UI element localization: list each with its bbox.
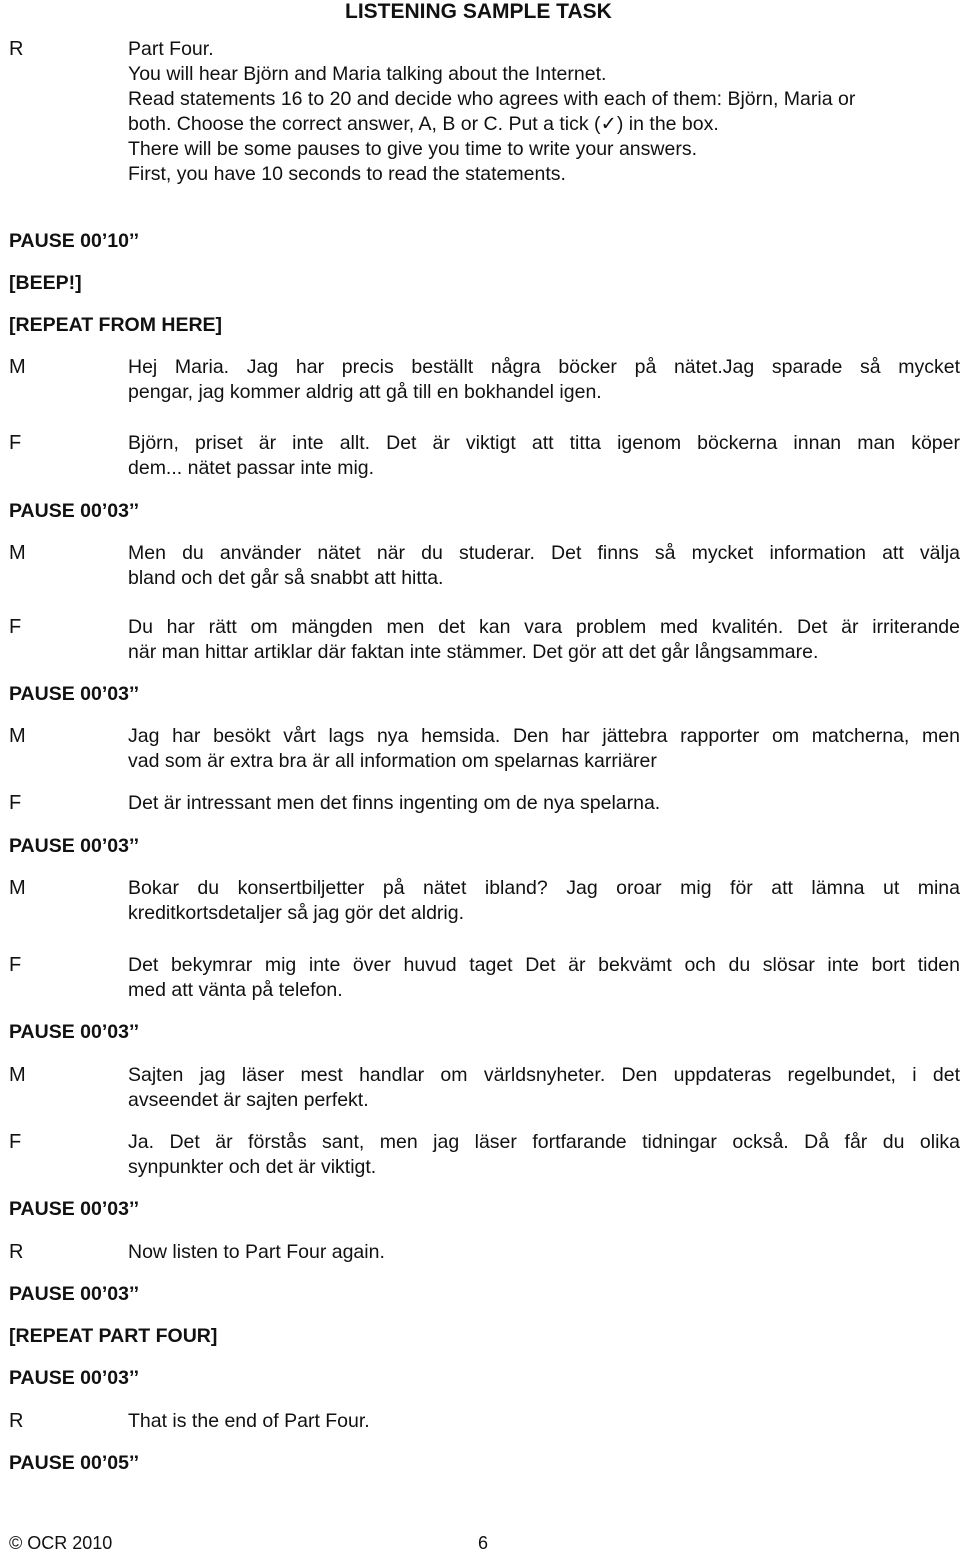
speaker-label-f: F: [9, 792, 22, 814]
speaker-label-f: F: [9, 954, 22, 976]
dialogue-text: Björn, priset är inte allt. Det är viktigt att titta igenom böckerna innan man köper: [128, 432, 960, 454]
dialogue-line: [128, 724, 960, 774]
dialogue-text: Hej Maria. Jag har precis beställt några böcker på nätet.Jag sparade så mycket: [128, 356, 960, 378]
dialogue-line: [128, 953, 960, 1003]
dialogue-text: Bokar du konsertbiljetter på nätet ibland? Jag oroar mig för att lämna ut mina: [128, 877, 960, 899]
dialogue-line: [128, 615, 960, 665]
speaker-label-r: R: [9, 38, 24, 60]
dialogue-text: pengar, jag kommer aldrig att gå till en bokhandel igen.: [128, 381, 602, 403]
speaker-label-f: F: [9, 432, 22, 454]
repeat-part-four-cue: [REPEAT PART FOUR]: [9, 1325, 218, 1347]
dialogue-text: bland och det går så snabbt att hitta.: [128, 567, 444, 589]
dialogue-line: [128, 541, 960, 591]
speaker-label-r: R: [9, 1410, 24, 1432]
dialogue-line: [128, 876, 960, 926]
dialogue-text: Men du använder nätet när du studerar. Det finns så mycket information att välja: [128, 542, 960, 564]
pause-cue: PAUSE 00’03’’: [9, 1283, 140, 1305]
dialogue-text: Det är intressant men det finns ingenting om de nya spelarna.: [128, 792, 661, 814]
dialogue-text: med att vänta på telefon.: [128, 979, 343, 1001]
dialogue-line: [128, 1130, 960, 1180]
speaker-label-f: F: [9, 616, 22, 638]
pause-cue: PAUSE 00’03’’: [9, 1367, 140, 1389]
dialogue-line: [128, 355, 960, 405]
intro-line: There will be some pauses to give you time to write your answers.: [128, 138, 697, 160]
pause-cue: PAUSE 00’05’’: [9, 1452, 140, 1474]
speaker-label-r: R: [9, 1241, 24, 1263]
pause-cue: PAUSE 00’03’’: [9, 1021, 140, 1043]
pause-cue: PAUSE 00’03’’: [9, 683, 140, 705]
beep-cue: [BEEP!]: [9, 272, 82, 294]
speaker-label-m: M: [9, 877, 26, 899]
intro-line: Read statements 16 to 20 and decide who agrees with each of them: Björn, Maria or: [128, 88, 856, 110]
speaker-label-m: M: [9, 725, 26, 747]
intro-line: Part Four.: [128, 38, 214, 60]
dialogue-text: dem... nätet passar inte mig.: [128, 457, 375, 479]
pause-cue: PAUSE 00’03’’: [9, 835, 140, 857]
dialogue-text: vad som är extra bra är all information om spelarnas karriärer: [128, 750, 657, 772]
speaker-label-m: M: [9, 542, 26, 564]
dialogue-text: Ja. Det är förstås sant, men jag läser fortfarande tidningar också. Då får du olika: [128, 1131, 960, 1153]
dialogue-text: kreditkortsdetaljer så jag gör det aldrig.: [128, 902, 465, 924]
intro-line: both. Choose the correct answer, A, B or C. Put a tick (✓) in the box.: [128, 113, 719, 135]
dialogue-line: [128, 431, 960, 481]
dialogue-text: när man hittar artiklar där faktan inte stämmer. Det gör att det går långsammare.: [128, 641, 819, 663]
dialogue-text: Du har rätt om mängden men det kan vara problem med kvalitén. Det är irriterande: [128, 616, 960, 638]
copyright-notice: © OCR 2010: [9, 1533, 113, 1553]
pause-cue: PAUSE 00’03’’: [9, 1198, 140, 1220]
intro-line: First, you have 10 seconds to read the statements.: [128, 163, 566, 185]
dialogue-line: [128, 1063, 960, 1113]
page-heading: LISTENING SAMPLE TASK: [345, 0, 612, 23]
speaker-label-m: M: [9, 1064, 26, 1086]
dialogue-text: avseendet är sajten perfekt.: [128, 1089, 369, 1111]
closing-line: Now listen to Part Four again.: [128, 1241, 385, 1263]
pause-cue: PAUSE 00’10’’: [9, 230, 140, 252]
closing-line: That is the end of Part Four.: [128, 1410, 370, 1432]
intro-text: [128, 37, 960, 187]
speaker-label-f: F: [9, 1131, 22, 1153]
repeat-from-here-cue: [REPEAT FROM HERE]: [9, 314, 223, 336]
dialogue-line: [128, 791, 960, 816]
pause-cue: PAUSE 00’03’’: [9, 500, 140, 522]
speaker-label-m: M: [9, 356, 26, 378]
dialogue-text: synpunkter och det är viktigt.: [128, 1156, 377, 1178]
dialogue-text: Sajten jag läser mest handlar om världsnyheter. Den uppdateras regelbundet, i det: [128, 1064, 960, 1086]
dialogue-text: Jag har besökt vårt lags nya hemsida. Den har jättebra rapporter om matcherna, men: [128, 725, 960, 747]
page-number: 6: [478, 1533, 489, 1553]
intro-line: You will hear Björn and Maria talking about the Internet.: [128, 63, 607, 85]
dialogue-text: Det bekymrar mig inte över huvud taget Det är bekvämt och du slösar inte bort tiden: [128, 954, 960, 976]
